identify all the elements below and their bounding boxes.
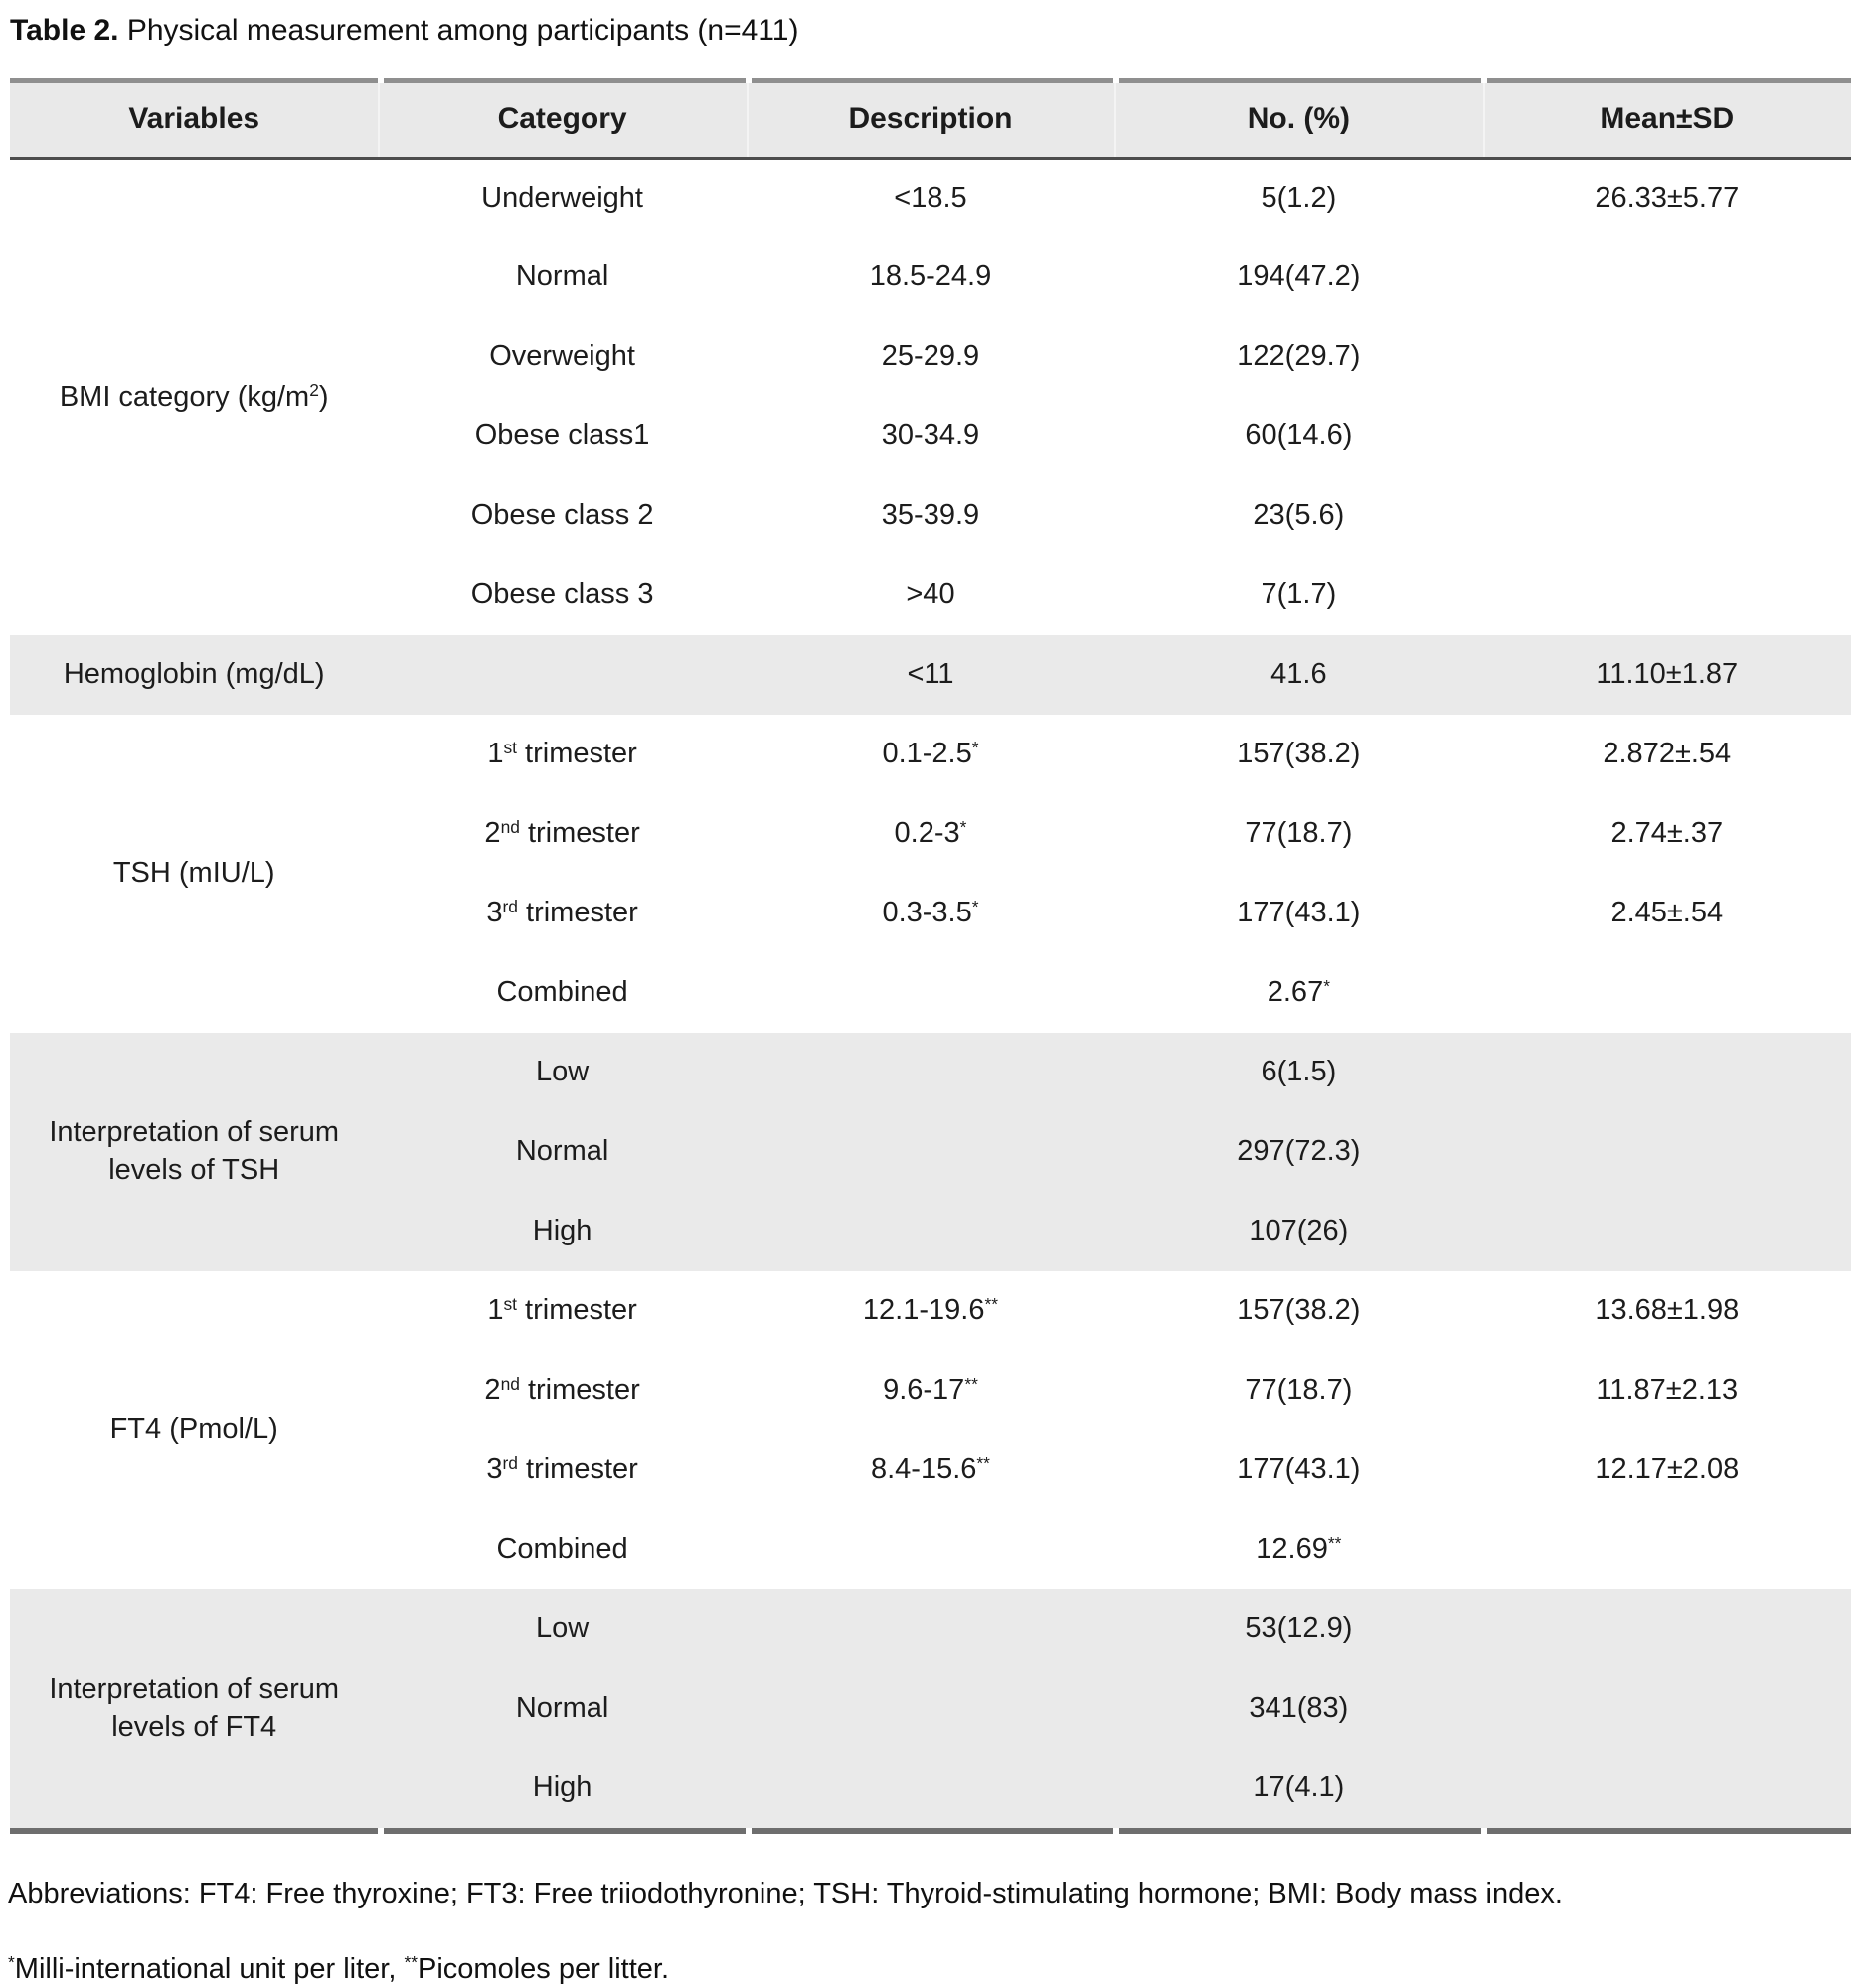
footnote-symbols: *Milli-international unit per liter, **Picomoles per litter. xyxy=(8,1952,670,1985)
cell-description xyxy=(747,1589,1114,1669)
cell-description: <18.5 xyxy=(894,181,967,214)
cell-category: 1st trimester xyxy=(487,1293,637,1327)
table-row xyxy=(10,158,1851,238)
table-header xyxy=(10,83,1851,158)
cell-mean: 11.87±2.13 xyxy=(1596,1374,1739,1407)
cell-category: Low xyxy=(378,1033,746,1112)
footnotes xyxy=(0,1876,1862,1987)
table-title-label: Table 2. xyxy=(10,14,119,47)
cell-no: 41.6 xyxy=(1114,635,1482,715)
cell-category: Underweight xyxy=(481,181,643,214)
cell-category: Low xyxy=(378,1589,746,1669)
cell-description xyxy=(747,1748,1114,1828)
cell-mean xyxy=(1483,397,1851,476)
cell-category: Obese class 2 xyxy=(470,499,654,532)
table-title-text: Physical measurement among participants (n=411) xyxy=(118,14,799,47)
cell-mean: 2.45±.54 xyxy=(1610,897,1724,929)
column-header-mean-sd: Mean±SD xyxy=(1483,83,1851,158)
cell-description: 18.5-24.9 xyxy=(869,260,992,293)
cell-no: 177(43.1) xyxy=(1237,897,1361,929)
cell-description: 30-34.9 xyxy=(881,419,980,452)
cell-no: 23(5.6) xyxy=(1253,499,1345,532)
cell-description xyxy=(747,1112,1114,1192)
cell-description: 35-39.9 xyxy=(881,499,980,532)
cell-description: 12.1-19.6** xyxy=(862,1293,999,1327)
table-row xyxy=(10,1271,1851,1351)
cell-category: Combined xyxy=(496,1533,628,1566)
cell-mean xyxy=(1483,1669,1851,1748)
cell-no: 53(12.9) xyxy=(1114,1589,1482,1669)
cell-mean xyxy=(1483,1112,1851,1192)
cell-category: Obese class1 xyxy=(474,419,650,452)
cell-mean: 12.17±2.08 xyxy=(1595,1453,1740,1486)
cell-category: High xyxy=(378,1748,746,1828)
cell-no: 157(38.2) xyxy=(1237,1294,1361,1327)
table-container xyxy=(10,78,1851,1834)
cell-mean: 26.33±5.77 xyxy=(1595,181,1740,214)
variable-cell: TSH (mIU/L) xyxy=(112,857,275,890)
cell-description xyxy=(747,1669,1114,1748)
table-row xyxy=(10,715,1851,794)
column-header-no-percent: No. (%) xyxy=(1114,83,1482,158)
variable-cell: BMI category $(kg/m^2)$ xyxy=(59,380,329,413)
cell-category xyxy=(378,635,746,715)
cell-category: Normal xyxy=(515,260,609,293)
cell-description: >40 xyxy=(906,579,955,611)
cell-category: 3rd trimester xyxy=(486,896,638,929)
cell-mean xyxy=(1483,953,1851,1033)
footnote-abbreviations: Abbreviations: FT4: Free thyroxine; FT3: Free triiodothyronine; TSH: Thyroid-stimulating hormone; BMI: Body mass index. xyxy=(8,1878,1563,1909)
cell-description xyxy=(747,953,1114,1033)
cell-category: 1st trimester xyxy=(487,737,637,770)
cell-no: 107(26) xyxy=(1114,1192,1482,1271)
cell-mean xyxy=(1483,1589,1851,1669)
column-header-description: Description xyxy=(747,83,1114,158)
cell-description xyxy=(747,1510,1114,1589)
header-row xyxy=(10,83,1851,158)
cell-description: 9.6-17** xyxy=(883,1373,978,1407)
cell-mean xyxy=(1483,1748,1851,1828)
cell-no: 2.67* xyxy=(1267,975,1330,1009)
cell-description: 8.4-15.6** xyxy=(870,1452,990,1486)
table-bottom-rule xyxy=(10,1828,1851,1834)
cell-description: 0.1-2.5* xyxy=(882,737,979,770)
variable-cell: FT4 (Pmol/L) xyxy=(109,1413,278,1446)
cell-category: 2nd trimester xyxy=(484,1373,640,1407)
cell-description: 25-29.9 xyxy=(881,340,980,373)
cell-mean xyxy=(1483,238,1851,317)
cell-description xyxy=(747,1192,1114,1271)
column-header-variables: Variables xyxy=(10,83,378,158)
cell-mean xyxy=(1483,317,1851,397)
cell-category: High xyxy=(378,1192,746,1271)
cell-mean xyxy=(1483,1033,1851,1112)
cell-no: 194(47.2) xyxy=(1237,260,1361,293)
variable-cell: Interpretation of serum levels of FT4 xyxy=(10,1589,378,1828)
table-row xyxy=(10,1033,1851,1112)
cell-category: Obese class 3 xyxy=(470,579,654,611)
cell-mean xyxy=(1483,476,1851,556)
cell-no: 157(38.2) xyxy=(1237,738,1361,770)
cell-no: 5(1.2) xyxy=(1261,181,1337,214)
cell-mean: 2.872±.54 xyxy=(1603,738,1732,770)
cell-no: 297(72.3) xyxy=(1114,1112,1482,1192)
variable-cell: Interpretation of serum levels of TSH xyxy=(10,1033,378,1271)
data-table xyxy=(10,83,1851,1828)
cell-category: Normal xyxy=(378,1112,746,1192)
table-body xyxy=(10,158,1851,1828)
cell-description: <11 xyxy=(747,635,1114,715)
cell-mean: 13.68±1.98 xyxy=(1595,1294,1740,1327)
cell-category: Normal xyxy=(378,1669,746,1748)
table-title xyxy=(0,10,1862,52)
cell-category: 2nd trimester xyxy=(484,816,640,850)
cell-no: 77(18.7) xyxy=(1245,817,1353,850)
table-row xyxy=(10,1589,1851,1669)
cell-no: 341(83) xyxy=(1114,1669,1482,1748)
cell-no: 60(14.6) xyxy=(1245,419,1353,452)
cell-no: 77(18.7) xyxy=(1245,1374,1353,1407)
variable-cell: Hemoglobin (mg/dL) xyxy=(10,635,378,715)
cell-category: Overweight xyxy=(489,340,635,373)
cell-description: 0.3-3.5* xyxy=(882,896,979,929)
cell-no: 12.69** xyxy=(1256,1532,1342,1566)
cell-category: Combined xyxy=(496,976,628,1009)
cell-no: 177(43.1) xyxy=(1237,1453,1361,1486)
cell-mean: 11.10±1.87 xyxy=(1483,635,1851,715)
cell-mean xyxy=(1483,1510,1851,1589)
cell-mean xyxy=(1483,556,1851,635)
cell-description xyxy=(747,1033,1114,1112)
table-row xyxy=(10,635,1851,715)
cell-no: 7(1.7) xyxy=(1261,579,1337,611)
cell-mean xyxy=(1483,1192,1851,1271)
cell-no: 122(29.7) xyxy=(1237,340,1361,373)
column-header-category: Category xyxy=(378,83,746,158)
cell-category: 3rd trimester xyxy=(486,1452,638,1486)
cell-description: 0.2-3* xyxy=(894,816,967,850)
cell-no: 17(4.1) xyxy=(1114,1748,1482,1828)
cell-mean: 2.74±.37 xyxy=(1610,817,1724,850)
cell-no: 6(1.5) xyxy=(1114,1033,1482,1112)
